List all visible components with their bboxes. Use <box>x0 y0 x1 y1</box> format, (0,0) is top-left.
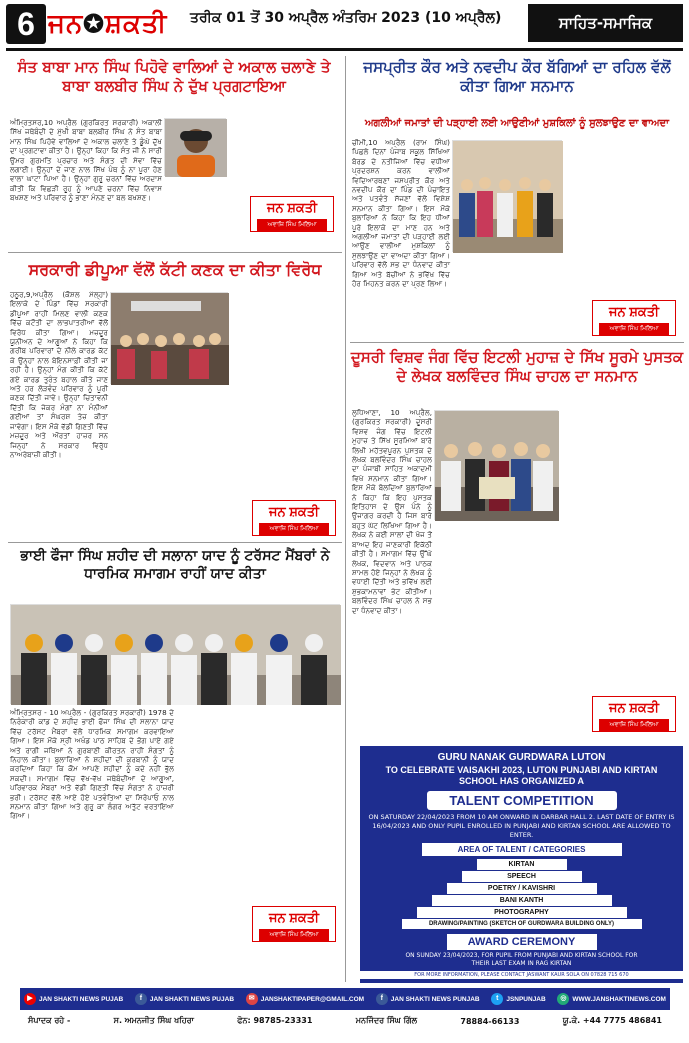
badge-title: ਜਨ ਸ਼ਕਤੀ <box>609 700 659 715</box>
link-label: JAN SHAKTI NEWS PUJAB <box>39 995 124 1003</box>
badge-title: ਜਨ ਸ਼ਕਤੀ <box>269 910 319 925</box>
page-number: 6 <box>6 4 46 44</box>
felicitation-photo <box>453 141 563 253</box>
masthead-logo: ਜਨ✪ਸ਼ਕਤੀ <box>48 8 168 38</box>
badge-subtitle: ਅਵਾਜ਼ਿ ਸਿੰਘ ਮਿਲਿਆ <box>259 523 329 535</box>
youtube-link[interactable] <box>24 993 123 1005</box>
category-item: BANI KANTH <box>432 895 612 906</box>
link-label: JSNPUNJAB <box>506 995 546 1003</box>
facebook-icon: f <box>376 993 388 1005</box>
twitter-icon: t <box>491 993 503 1005</box>
article2-photo <box>452 140 562 252</box>
column-divider <box>345 56 346 982</box>
category-item: POETRY / KAVISHRI <box>447 883 597 894</box>
article1-photo <box>164 118 226 176</box>
ad-intro: TO CELEBRATE VAISAKHI 2023, LUTON PUNJABI AND KIRTAN SCHOOL HAS ORGANIZED A <box>385 765 658 786</box>
uk-phone: ਯੂ.ਕੇ. +44 7775 486841 <box>562 1016 662 1025</box>
jan-shakti-badge-3 <box>252 906 336 942</box>
editor-phone-1: ਫੋਨ: 98785-23331 <box>237 1016 313 1025</box>
link-label: WWW.JANSHAKTINEWS.COM <box>572 995 666 1003</box>
badge-subtitle: ਅਵਾਜ਼ਿ ਸਿੰਘ ਮਿਲਿਆ <box>259 929 329 941</box>
article3-body-col2 <box>10 362 228 496</box>
globe-icon: ◎ <box>557 993 569 1005</box>
divider <box>8 542 342 543</box>
ad-award-details: ON SUNDAY 23/04/2023, FOR PUPIL FROM PUNJABI AND KIRTAN SCHOOL FOR THEIR LAST EXAM IN RAG KIRTAN <box>405 952 638 967</box>
logo-part-a: ਜਨ <box>48 8 84 38</box>
badge-subtitle: ਅਵਾਜ਼ਿ ਸਿੰਘ ਮਿਲਿਆ <box>599 719 669 731</box>
talent-competition-ad <box>360 746 683 983</box>
ad-details: ON SATURDAY 22/04/2023 FROM 10 AM ONWARD IN DARBAR HALL 2. LAST DATE OF ENTRY IS 16/04/2023 AND ONLY PUPIL ENROLLED IN PUNJABI AND KIRTAN SCHOOL ARE ALLOWED TO ENTER. <box>368 813 675 839</box>
person-photo <box>165 119 227 177</box>
footer-links <box>20 988 670 1010</box>
ad-contact: FOR MORE INFORMATION, PLEASE CONTACT JASWANT KAUR SOLA ON 07828 715 670 <box>360 971 683 979</box>
category-item: PHOTOGRAPHY <box>417 907 627 918</box>
group-photo <box>11 605 341 705</box>
youtube-icon: ▶ <box>24 993 36 1005</box>
ad-award: AWARD CEREMONY <box>447 934 597 950</box>
article2-body-col2 <box>566 138 682 258</box>
award-photo <box>435 411 559 521</box>
ad-gurdwara: GURU NANAK GURDWARA LUTON <box>437 752 606 763</box>
header-rule <box>6 48 683 51</box>
article3-body: ਹਠੂਰ,9,ਅਪ੍ਰੈਲ (ਕੌਸ਼ਲ ਮੱਲ੍ਹਾ) ਇਲਾਕੇ ਦੇ ਪਿੰਡਾਂ ਵਿੱਚ ਸਰਕਾਰੀ ਡੀਪੂਆਂ ਰਾਹੀਂ ਮਿਲਣ ਵਾਲੀ ਕਣਕ ਵਿੱਚ ਕਟੌਤੀ ਦਾ ਲਾਭਪਾਤਰੀਆਂ ਵੱਲੋਂ ਵਿਰੋਧ ਕੀਤਾ ਗਿਆ। ਮਜ਼ਦੂਰ ਯੂਨੀਅਨ ਦੇ ਆਗੂਆਂ ਨੇ ਕਿਹਾ ਕਿ ਗਰੀਬ ਪਰਿਵਾਰਾਂ ਦੇ ਨੀਲੇ ਕਾਰਡ ਕੱਟ ਕੇ ਉਨ੍ਹਾਂ ਨਾਲ ਬੇਇਨਸਾਫ਼ੀ ਕੀਤੀ ਜਾ ਰਹੀ ਹੈ। ਉਨ੍ਹਾਂ ਮੰਗ ਕੀਤੀ ਕਿ ਕੱਟੇ ਗਏ ਕਾਰਡ ਤੁਰੰਤ ਬਹਾਲ ਕੀਤੇ ਜਾਣ ਅਤੇ ਹਰ ਲੋੜਵੰਦ ਪਰਿਵਾਰ ਨੂੰ ਪੂਰੀ ਕਣਕ ਦਿੱਤੀ ਜਾਵੇ। ਉਨ੍ਹਾਂ ਚਿਤਾਵਨੀ ਦਿੱਤੀ ਕਿ ਜੇਕਰ ਮੰਗਾਂ ਨਾ ਮੰਨੀਆਂ ਗਈਆਂ ਤਾਂ ਸੰਘਰਸ਼ ਤੇਜ਼ ਕੀਤਾ ਜਾਵੇਗਾ। ਇਸ ਮੌਕੇ ਵੱਡੀ ਗਿਣਤੀ ਵਿੱਚ ਮਜ਼ਦੂਰ ਅਤੇ ਔਰਤਾਂ ਹਾਜ਼ਰ ਸਨ ਜਿਨ੍ਹਾਂ ਨੇ ਸਰਕਾਰ ਵਿਰੁੱਧ ਨਾਅਰੇਬਾਜ਼ੀ ਕੀਤੀ। <box>10 290 108 459</box>
article2-body-col3 <box>352 224 450 258</box>
article5-headline: ਭਾਈ ਫੌਜਾ ਸਿੰਘ ਸ਼ਹੀਦ ਦੀ ਸਲਾਨਾ ਯਾਦ ਨੂੰ ਟਰੱਸਟ ਮੈਂਬਰਾਂ ਨੇ ਧਾਰਮਿਕ ਸਮਾਗਮ ਰਾਹੀਂ ਯਾਦ ਕੀਤਾ <box>20 548 330 582</box>
category-item: DRAWING/PAINTING (SKETCH OF GURDWARA BUILDING ONLY) <box>402 919 642 929</box>
editor-label: ਸੰਪਾਦਕ ਰਹੇ - <box>28 1016 71 1025</box>
editor-name-1: ਸ. ਅਮਨਜੀਤ ਸਿੰਘ ਖਹਿਰਾ <box>113 1016 194 1025</box>
article5-photo <box>10 604 340 704</box>
category-item: SPEECH <box>462 871 582 882</box>
article4-body-col3 <box>566 408 682 658</box>
article1-headline: ਸੰਤ ਬਾਬਾ ਮਾਨ ਸਿੰਘ ਪਿਹੋਵੇ ਵਾਲਿਆਂ ਦੇ ਅਕਾਲ ਚਲਾਣੇ ਤੇ ਬਾਬਾ ਬਲਬੀਰ ਸਿੰਘ ਨੇ ਦੁੱਖ ਪ੍ਰਗਟਾਇਆ <box>17 58 331 95</box>
article2-headline: ਜਸਪ੍ਰੀਤ ਕੌਰ ਅਤੇ ਨਵਦੀਪ ਕੌਰ ਬੱਗਿਆਂ ਦਾ ਰਹਿਲ ਵੱਲੋਂ ਕੀਤਾ ਗਿਆ ਸਨਮਾਨ <box>363 58 671 95</box>
article2-body-col4 <box>352 256 578 326</box>
dateline: ਤਰੀਕ 01 ਤੋਂ 30 ਅਪ੍ਰੈਲ ਅੰਤਰਿਮ 2023 (10 ਅਪ੍ਰੈਲ) <box>190 10 502 26</box>
divider <box>350 342 684 343</box>
article4-headline: ਦੂਸਰੀ ਵਿਸ਼ਵ ਜੰਗ ਵਿੱਚ ਇਟਲੀ ਮੁਹਾਜ਼ ਦੇ ਸਿੱਖ ਸੂਰਮੇ ਪੁਸਤਕ ਦੇ ਲੇਖਕ ਬਲਵਿੰਦਰ ਸਿੰਘ ਚਾਹਲ ਦਾ ਸਨਮਾਨ <box>350 348 684 385</box>
link-label: JAN SHAKTI NEWS PUNJAB <box>390 995 480 1003</box>
badge-title: ਜਨ ਸ਼ਕਤੀ <box>269 504 319 519</box>
editor-phone-2: 78884-66133 <box>460 1016 520 1026</box>
article3-headline: ਸਰਕਾਰੀ ਡੀਪੂਆ ਵੱਲੋਂ ਕੱਟੀ ਕਣਕ ਦਾ ਕੀਤਾ ਵਿਰੋਧ <box>28 260 322 279</box>
badge-subtitle: ਅਵਾਜ਼ਿ ਸਿੰਘ ਮਿਲਿਆ <box>599 323 669 335</box>
website-link[interactable] <box>557 993 666 1005</box>
article1-body: ਅੰਮ੍ਰਿਤਸਰ,10 ਅਪ੍ਰੈਲ (ਗੁਰਕਿਰਤ ਸਰਕਾਰੀ) ਅਕਾਲੀ ਸਿੱਖ ਜਥੇਬੰਦੀ ਦੇ ਮੁੱਖੀ ਬਾਬਾ ਬਲਬੀਰ ਸਿੰਘ ਨੇ ਸੰਤ ਬਾਬਾ ਮਾਨ ਸਿੰਘ ਪਿਹੋਵੇ ਵਾਲਿਆਂ ਦੇ ਅਕਾਲ ਚਲਾਣੇ ਤੇ ਡੂੰਘੇ ਦੁੱਖ ਦਾ ਪ੍ਰਗਟਾਵਾ ਕੀਤਾ ਹੈ। ਉਨ੍ਹਾਂ ਕਿਹਾ ਕਿ ਸੰਤ ਜੀ ਨੇ ਸਾਰੀ ਉਮਰ ਗੁਰਮਤਿ ਪ੍ਰਚਾਰ ਅਤੇ ਸੰਗਤ ਦੀ ਸੇਵਾ ਵਿੱਚ ਲਗਾਈ। ਉਨ੍ਹਾਂ ਦੇ ਜਾਣ ਨਾਲ ਸਿੱਖ ਪੰਥ ਨੂੰ ਨਾ ਪੂਰਾ ਹੋਣ ਵਾਲਾ ਘਾਟਾ ਪਿਆ ਹੈ। ਉਨ੍ਹਾਂ ਗੁਰੂ ਚਰਨਾਂ ਵਿੱਚ ਅਰਦਾਸ ਕੀਤੀ ਕਿ ਵਿਛੜੀ ਰੂਹ ਨੂੰ ਆਪਣੇ ਚਰਨਾਂ ਵਿੱਚ ਨਿਵਾਸ ਬਖਸ਼ਣ ਅਤੇ ਪਰਿਵਾਰ ਨੂੰ ਭਾਣਾ ਮੰਨਣ ਦਾ ਬਲ ਬਖਸ਼ਣ। <box>10 118 162 203</box>
email-icon: ✉ <box>246 993 258 1005</box>
article1-body-col2 <box>230 118 340 188</box>
footer-contacts <box>20 1012 670 1030</box>
jan-shakti-badge-5 <box>592 696 676 732</box>
badge-title: ਜਨ ਸ਼ਕਤੀ <box>267 200 317 215</box>
category-item: KIRTAN <box>477 859 567 870</box>
ad-title: TALENT COMPETITION <box>427 791 617 810</box>
article4-body: ਲੁਧਿਆਣਾ, 10 ਅਪ੍ਰੈਲ, (ਗੁਰਕਿਰਤ ਸਰਕਾਰੀ) ਦੂਸਰੀ ਵਿਸ਼ਵ ਜੰਗ ਵਿੱਚ ਇਟਲੀ ਮੁਹਾਜ਼ ਤੇ ਸਿੱਖ ਸੂਰਮਿਆਂ ਬਾਰੇ ਲਿਖੀ ਮਹੱਤਵਪੂਰਨ ਪੁਸਤਕ ਦੇ ਲੇਖਕ ਬਲਵਿੰਦਰ ਸਿੰਘ ਚਾਹਲ ਦਾ ਪੰਜਾਬੀ ਸਾਹਿਤ ਅਕਾਦਮੀ ਵਿਖੇ ਸਨਮਾਨ ਕੀਤਾ ਗਿਆ। ਇਸ ਮੌਕੇ ਬੋਲਦਿਆਂ ਬੁਲਾਰਿਆਂ ਨੇ ਕਿਹਾ ਕਿ ਇਹ ਪੁਸਤਕ ਇਤਿਹਾਸ ਦੇ ਉਸ ਪੰਨੇ ਨੂੰ ਉਜਾਗਰ ਕਰਦੀ ਹੈ ਜਿਸ ਬਾਰੇ ਬਹੁਤ ਘੱਟ ਲਿਖਿਆ ਗਿਆ ਹੈ। ਲੇਖਕ ਨੇ ਕਈ ਸਾਲਾਂ ਦੀ ਖੋਜ ਤੋਂ ਬਾਅਦ ਇਹ ਜਾਣਕਾਰੀ ਇਕੱਠੀ ਕੀਤੀ ਹੈ। ਸਮਾਗਮ ਵਿੱਚ ਉੱਘੇ ਲੇਖਕ, ਵਿਦਵਾਨ ਅਤੇ ਪਾਠਕ ਸ਼ਾਮਲ ਹੋਏ ਜਿਨ੍ਹਾਂ ਨੇ ਲੇਖਕ ਨੂੰ ਵਧਾਈ ਦਿੱਤੀ ਅਤੇ ਭਵਿੱਖ ਲਈ ਸ਼ੁਭਕਾਮਨਾਵਾਂ ਭੇਟ ਕੀਤੀਆਂ। ਬਲਵਿੰਦਰ ਸਿੰਘ ਚਾਹਲ ਨੇ ਸਭ ਦਾ ਧੰਨਵਾਦ ਕੀਤਾ। <box>352 408 432 615</box>
jan-shakti-badge-2 <box>252 500 336 536</box>
article4-photo <box>434 410 558 520</box>
article5-body: ਅੰਮ੍ਰਿਤਸਰ - 10 ਅਪ੍ਰੈਲ - (ਗੁਰਕਿਰਤ ਸਰਕਾਰੀ) 1978 ਦੇ ਨਿਰੰਕਾਰੀ ਕਾਂਡ ਦੇ ਸ਼ਹੀਦ ਭਾਈ ਫੌਜਾ ਸਿੰਘ ਦੀ ਸਲਾਨਾ ਯਾਦ ਵਿੱਚ ਟਰੱਸਟ ਮੈਂਬਰਾਂ ਵੱਲੋਂ ਧਾਰਮਿਕ ਸਮਾਗਮ ਕਰਵਾਇਆ ਗਿਆ। ਇਸ ਮੌਕੇ ਸ੍ਰੀ ਅਖੰਡ ਪਾਠ ਸਾਹਿਬ ਦੇ ਭੋਗ ਪਾਏ ਗਏ ਅਤੇ ਰਾਗੀ ਜਥਿਆਂ ਨੇ ਗੁਰਬਾਣੀ ਕੀਰਤਨ ਰਾਹੀਂ ਸੰਗਤਾਂ ਨੂੰ ਨਿਹਾਲ ਕੀਤਾ। ਬੁਲਾਰਿਆਂ ਨੇ ਸ਼ਹੀਦਾਂ ਦੀ ਕੁਰਬਾਨੀ ਨੂੰ ਯਾਦ ਕਰਦਿਆਂ ਕਿਹਾ ਕਿ ਕੌਮ ਆਪਣੇ ਸ਼ਹੀਦਾਂ ਨੂੰ ਕਦੇ ਨਹੀਂ ਭੁੱਲ ਸਕਦੀ। ਸਮਾਗਮ ਵਿੱਚ ਵੱਖ-ਵੱਖ ਜਥੇਬੰਦੀਆਂ ਦੇ ਆਗੂਆਂ, ਪਰਿਵਾਰਕ ਮੈਂਬਰਾਂ ਅਤੇ ਵੱਡੀ ਗਿਣਤੀ ਵਿੱਚ ਸੰਗਤਾਂ ਨੇ ਹਾਜ਼ਰੀ ਭਰੀ। ਟਰੱਸਟ ਵੱਲੋਂ ਆਏ ਹੋਏ ਪਤਵੰਤਿਆਂ ਦਾ ਸਿਰੋਪਾਓ ਨਾਲ ਸਨਮਾਨ ਕੀਤਾ ਗਿਆ ਅਤੇ ਗੁਰੂ ਕਾ ਲੰਗਰ ਅਤੁੱਟ ਵਰਤਾਇਆ ਗਿਆ। <box>10 708 174 821</box>
facebook-link[interactable] <box>135 993 234 1005</box>
facebook-link-2[interactable] <box>376 993 480 1005</box>
article2-body: ਚੀਮੀ,10 ਅਪ੍ਰੈਲ (ਰਾਮ ਸਿੰਘ) ਪਿਛਲੇ ਦਿਨਾਂ ਪੰਜਾਬ ਸਕੂਲ ਸਿੱਖਿਆ ਬੋਰਡ ਦੇ ਨਤੀਜਿਆਂ ਵਿੱਚ ਵਧੀਆ ਪ੍ਰਦਰਸ਼ਨ ਕਰਨ ਵਾਲੀਆਂ ਵਿਦਿਆਰਥਣਾਂ ਜਸਪ੍ਰੀਤ ਕੌਰ ਅਤੇ ਨਵਦੀਪ ਕੌਰ ਦਾ ਪਿੰਡ ਦੀ ਪੰਚਾਇਤ ਅਤੇ ਪਤਵੰਤੇ ਸੱਜਣਾਂ ਵੱਲੋਂ ਵਿਸ਼ੇਸ਼ ਸਨਮਾਨ ਕੀਤਾ ਗਿਆ। ਇਸ ਮੌਕੇ ਬੁਲਾਰਿਆਂ ਨੇ ਕਿਹਾ ਕਿ ਇਹ ਧੀਆਂ ਪੂਰੇ ਇਲਾਕੇ ਦਾ ਮਾਣ ਹਨ ਅਤੇ ਅਗਲੀਆਂ ਜਮਾਤਾਂ ਦੀ ਪੜ੍ਹਾਈ ਲਈ ਆਉਣ ਵਾਲੀਆਂ ਮੁਸ਼ਕਿਲਾਂ ਨੂੰ ਸੁਲਝਾਉਣ ਦਾ ਵਾਅਦਾ ਕੀਤਾ ਗਿਆ। ਪਰਿਵਾਰ ਵੱਲੋਂ ਸਭ ਦਾ ਧੰਨਵਾਦ ਕੀਤਾ ਗਿਆ ਅਤੇ ਬੱਚੀਆਂ ਨੇ ਭਵਿੱਖ ਵਿੱਚ ਹੋਰ ਮਿਹਨਤ ਕਰਨ ਦਾ ਪ੍ਰਣ ਲਿਆ। <box>352 138 450 289</box>
link-label: JAN SHAKTI NEWS PUJAB <box>149 995 235 1003</box>
facebook-icon: f <box>135 993 147 1005</box>
article2-subheadline: ਅਗਲੀਆਂ ਜਮਾਤਾਂ ਦੀ ਪੜ੍ਹਾਈ ਲਈ ਆਉਣੀਆਂ ਮੁਸ਼ਕਿਲਾਂ ਨੂੰ ਸੁਲਝਾਉਣ ਦਾ ਵਾਅਦਾ <box>364 118 670 129</box>
article3-body-col3 <box>232 290 340 500</box>
article4-body-col2 <box>352 522 562 734</box>
section-title: ਸਾਹਿਤ-ਸਮਾਜਿਕ <box>528 4 683 42</box>
link-label: JANSHAKTIPAPER@GMAIL.COM <box>260 995 365 1003</box>
twitter-link[interactable] <box>491 993 545 1005</box>
divider <box>8 252 342 253</box>
jan-shakti-badge <box>250 196 334 232</box>
badge-subtitle: ਅਵਾਜ਼ਿ ਸਿੰਘ ਮਿਲਿਆ <box>257 219 327 231</box>
jan-shakti-badge-4 <box>592 300 676 336</box>
badge-title: ਜਨ ਸ਼ਕਤੀ <box>609 304 659 319</box>
logo-part-b: ਸ਼ਕਤੀ <box>104 8 168 38</box>
ad-area: AREA OF TALENT / CATEGORIES <box>422 843 622 856</box>
editor-name-2: ਮਨਜਿੰਦਰ ਸਿੰਘ ਗਿੱਲ <box>355 1016 418 1025</box>
email-link[interactable] <box>246 993 364 1005</box>
